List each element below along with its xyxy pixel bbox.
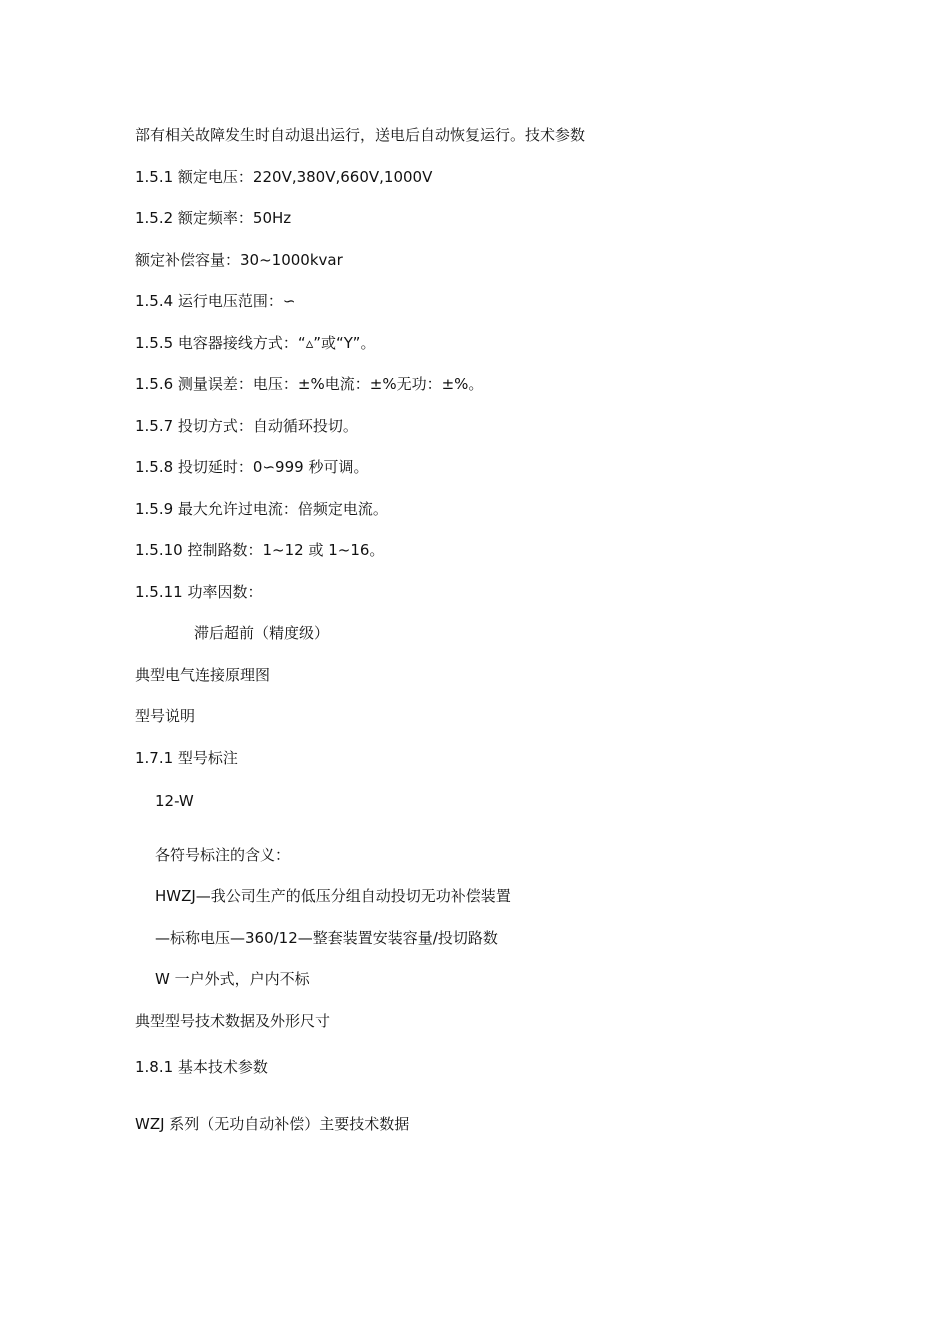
text-line-max-overcurrent: 1.5.9 最大允许过电流：倍频定电流。 <box>135 500 388 518</box>
text-line-switching-mode: 1.5.7 投切方式：自动循环投切。 <box>135 417 358 435</box>
text-line-rated-voltage: 1.5.1 额定电压：220V,380V,660V,1000V <box>135 168 433 186</box>
text-line-compensation-capacity: 额定补偿容量：30~1000kvar <box>135 251 343 269</box>
text-line-model-notation: 1.7.1 型号标注 <box>135 749 238 767</box>
text-line-wzj-series-data: WZJ 系列（无功自动补偿）主要技术数据 <box>135 1115 410 1133</box>
text-line-basic-parameters: 1.8.1 基本技术参数 <box>135 1058 268 1076</box>
text-line-power-factor-detail: 滞后超前（精度级） <box>194 624 330 642</box>
text-line-switching-delay: 1.5.8 投切延时：0∽999 秒可调。 <box>135 458 369 476</box>
text-line-control-channels: 1.5.10 控制路数：1~12 或 1~16。 <box>135 541 385 559</box>
section-heading-wiring-diagram: 典型电气连接原理图 <box>135 666 271 684</box>
text-line-hwzj-definition: HWZJ—我公司生产的低压分组自动投切无功补偿装置 <box>155 887 511 905</box>
text-line-rated-frequency: 1.5.2 额定频率：50Hz <box>135 209 292 227</box>
text-line-capacitor-wiring: 1.5.5 电容器接线方式：“▵”或“Y”。 <box>135 334 376 352</box>
text-line-voltage-capacity-definition: —标称电压—360/12—整套装置安装容量/投切路数 <box>155 929 498 947</box>
section-heading-model-description: 型号说明 <box>135 707 196 725</box>
section-heading-typical-data: 典型型号技术数据及外形尺寸 <box>135 1012 331 1030</box>
text-line-voltage-range: 1.5.4 运行电压范围：∽ <box>135 292 296 310</box>
text-line-measurement-error: 1.5.6 测量误差：电压：±%电流：±%无功：±%。 <box>135 375 484 393</box>
text-line-power-factor: 1.5.11 功率因数： <box>135 583 263 601</box>
text-line-outdoor-definition: W 一户外式，户内不标 <box>155 970 310 988</box>
text-line-symbol-meaning: 各符号标注的含义： <box>155 846 291 864</box>
text-line-intro: 部有相关故障发生时自动退出运行，送电后自动恢复运行。技术参数 <box>135 126 586 144</box>
text-line-model-code: 12-W <box>155 792 194 810</box>
